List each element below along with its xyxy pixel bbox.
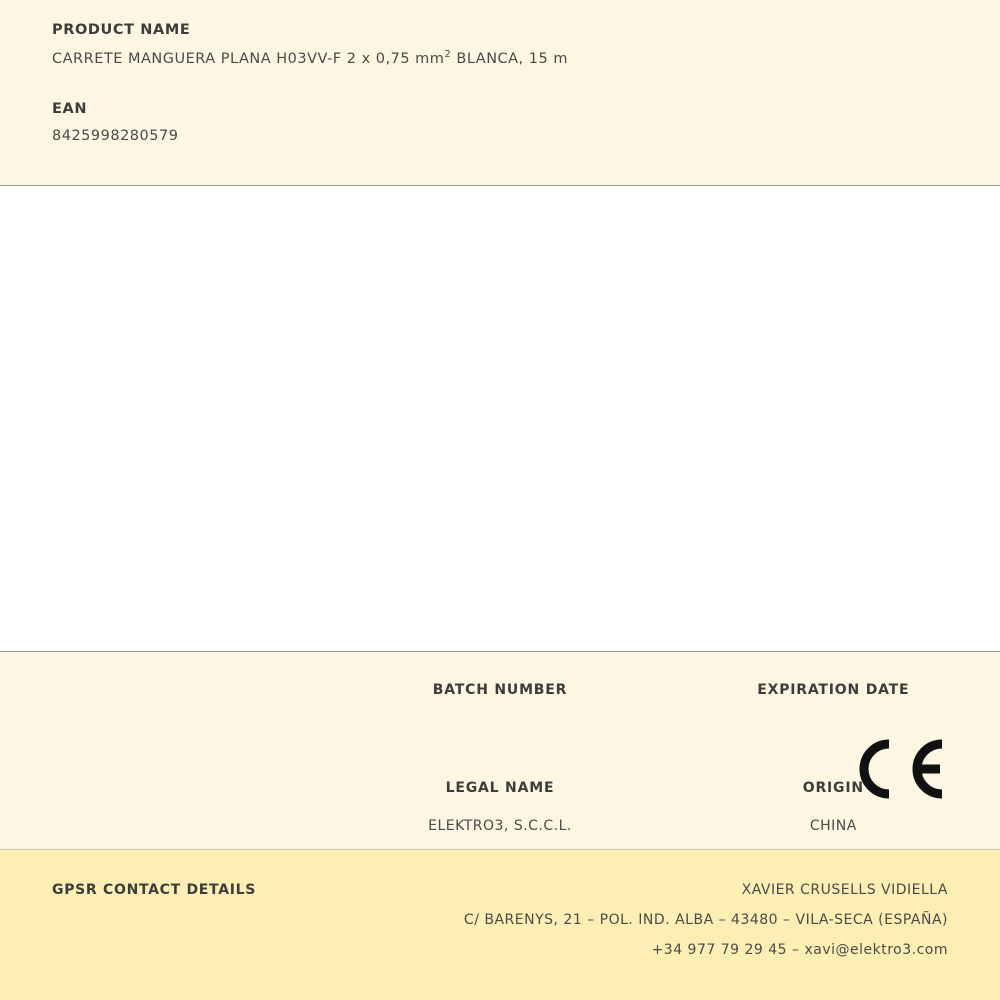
product-header — [0, 0, 1000, 186]
info-cell-empty-left-2 — [0, 780, 333, 834]
product-name-field — [52, 22, 948, 67]
ean-label: EAN — [52, 100, 88, 117]
info-row-legal-origin — [0, 736, 1000, 834]
product-name-text: CARRETE MANGUERA PLANA H03VV-F 2 x 0,75 mm — [52, 50, 445, 67]
legal-name-value: ELEKTRO3, S.C.C.L. — [428, 818, 572, 834]
batch-number-value — [333, 720, 666, 736]
info-cell-empty-left — [0, 682, 333, 736]
expiration-date-label: EXPIRATION DATE — [757, 682, 910, 698]
ean-value: 8425998280579 — [52, 127, 179, 144]
product-name-label: PRODUCT NAME — [52, 22, 191, 38]
gpsr-footer — [0, 850, 1000, 1000]
product-name-superscript: 2 — [444, 49, 452, 60]
origin-value: CHINA — [809, 818, 857, 834]
legal-name-field — [333, 780, 666, 834]
origin-field — [667, 780, 1000, 834]
ean-field — [52, 101, 948, 144]
product-image-area — [0, 186, 1000, 652]
product-info-block — [0, 652, 1000, 850]
product-name-text-tail: BLANCA, 15 m — [451, 50, 568, 67]
legal-name-label: LEGAL NAME — [445, 780, 555, 796]
gpsr-contact-address: C/ BARENYS, 21 – POL. IND. ALBA – 43480 – VILA-SECA (ESPAÑA) — [463, 912, 948, 928]
expiration-date-field — [667, 682, 1000, 736]
product-name-value — [52, 49, 948, 67]
origin-label: ORIGIN — [802, 780, 864, 796]
gpsr-contact-lines — [464, 882, 948, 958]
ce-marking-icon — [856, 738, 948, 800]
batch-number-field — [333, 682, 666, 736]
info-row-batch-expiration — [0, 652, 1000, 736]
gpsr-title: GPSR CONTACT DETAILS — [52, 882, 257, 898]
expiration-date-value — [667, 720, 1000, 736]
gpsr-contact-name: XAVIER CRUSELLS VIDIELLA — [741, 882, 948, 898]
batch-number-label: BATCH NUMBER — [432, 682, 568, 698]
gpsr-contact-phone-email: +34 977 79 29 45 – xavi@elektro3.com — [651, 942, 948, 958]
